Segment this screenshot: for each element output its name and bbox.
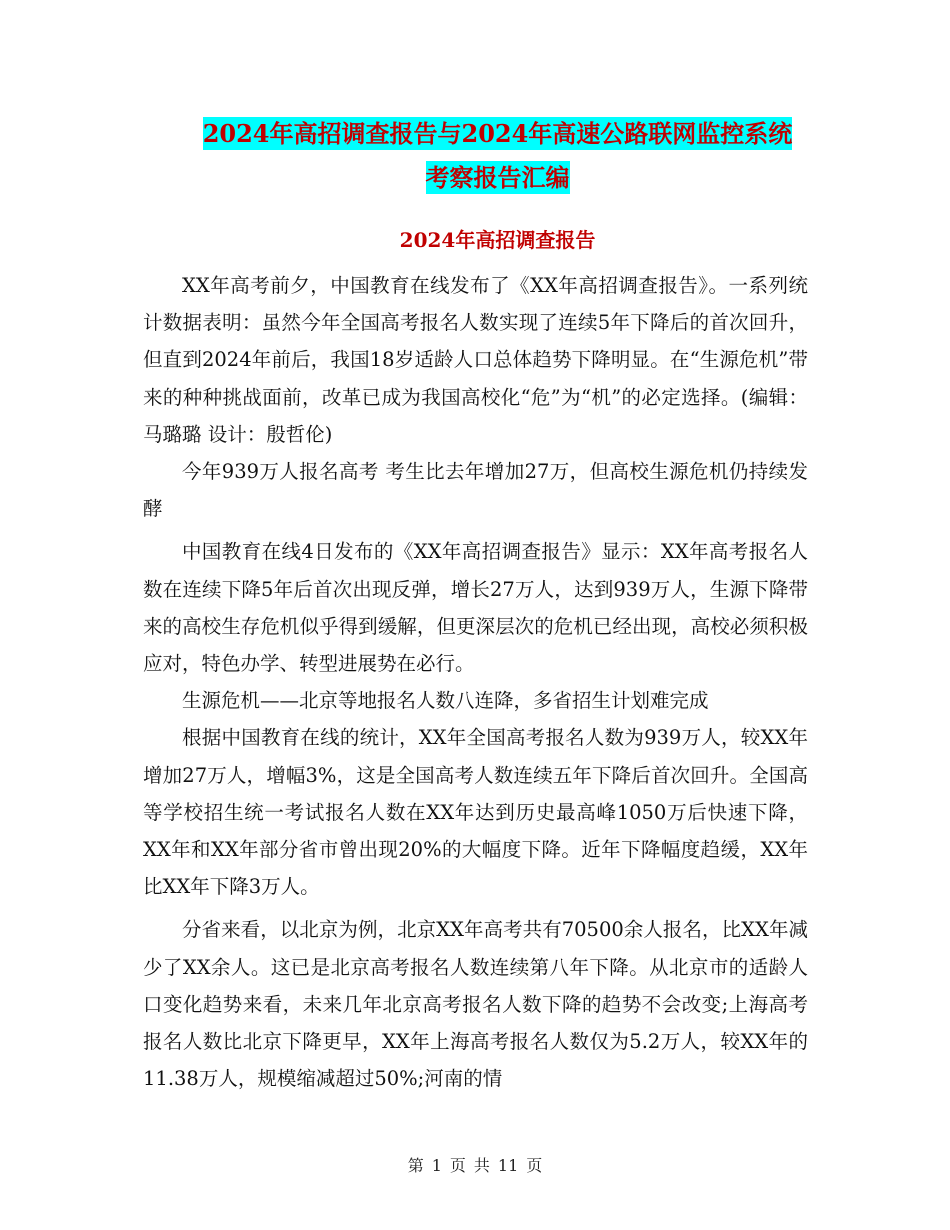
paragraph: 根据中国教育在线的统计，XX年全国高考报名人数为939万人，较XX年增加27万人，增幅3%，这是全国高考人数连续五年下降后首次回升。全国高等学校招生统一考试报名人数在XX年达到历史最高峰1050万后快速下降，XX年和XX年部分省市曾出现20%的大幅度下降。近年下降幅度趋缓，XX年比XX年下降3万人。 [143, 726, 808, 899]
title-line-1: 2024年高招调查报告与2024年高速公路联网监控系统 [202, 119, 793, 148]
title-line-2: 考察报告汇编 [425, 163, 570, 192]
footer-page-label: 第 [407, 1156, 424, 1175]
footer-total-label: 共 [473, 1156, 490, 1175]
section-title: 2024年高招调查报告 [399, 228, 596, 252]
footer-page-unit: 页 [449, 1156, 466, 1175]
document-title [140, 112, 855, 200]
paragraph: 中国教育在线4日发布的《XX年高招调查报告》显示：XX年高考报名人数在连续下降5年后首次出现反弹，增长27万人，达到939万人，生源下降带来的高校生存危机似乎得到缓解，但更深层次的危机已经出现，高校必须积极应对，特色办学、转型进展势在必行。 [143, 540, 808, 676]
footer-page-number: 1 [431, 1156, 442, 1175]
footer-total-unit: 页 [526, 1156, 543, 1175]
footer-total-pages: 11 [497, 1156, 519, 1175]
paragraph: 今年939万人报名高考 考生比去年增加27万，但高校生源危机仍持续发酵 [143, 460, 808, 521]
paragraph: 分省来看，以北京为例，北京XX年高考共有70500余人报名，比XX年减少了XX余人。这已是北京高考报名人数连续第八年下降。从北京市的适龄人口变化趋势来看，未来几年北京高考报名人数下降的趋势不会改变;上海高考报名人数比北京下降更早，XX年上海高考报名人数仅为5.2万人，较XX年的11.38万人，规模缩减超过50%;河南的情 [143, 918, 808, 1091]
body-text [143, 267, 808, 1097]
page-footer [0, 1153, 950, 1176]
paragraph: XX年高考前夕，中国教育在线发布了《XX年高招调查报告》。一系列统计数据表明：虽然今年全国高考报名人数实现了连续5年下降后的首次回升，但直到2024年前后，我国18岁适龄人口总体趋势下降明显。在“生源危机”带来的种种挑战面前，改革已成为我国高校化“危”为“机”的必定选择。(编辑：马璐璐 设计：殷哲伦) [143, 274, 808, 446]
paragraph: 生源危机——北京等地报名人数八连降，多省招生计划难完成 [182, 689, 709, 713]
